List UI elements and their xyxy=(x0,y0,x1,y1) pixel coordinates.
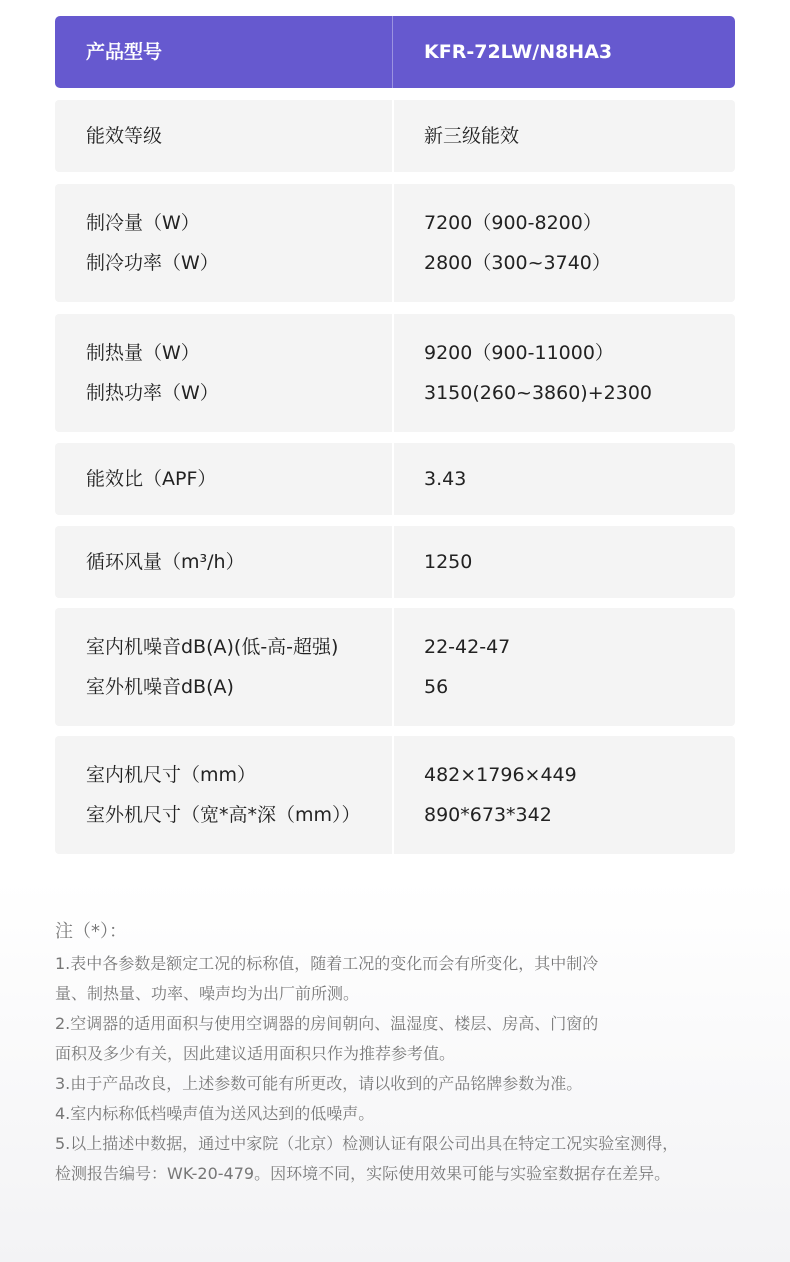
value-line: 1250 xyxy=(424,551,473,573)
column-divider xyxy=(392,443,394,515)
value-line: 新三级能效 xyxy=(424,125,520,147)
label-line: 能效比（APF） xyxy=(86,468,217,490)
row-value xyxy=(424,184,724,302)
table-row xyxy=(55,608,735,726)
column-divider xyxy=(392,736,394,854)
value-line: 9200（900-11000） xyxy=(424,342,614,364)
value-line: 3150(260~3860)+2300 xyxy=(424,382,652,404)
column-divider xyxy=(392,608,394,726)
value-line: 3.43 xyxy=(424,468,467,490)
header-value: KFR-72LW/N8HA3 xyxy=(424,41,613,63)
value-line: 56 xyxy=(424,676,449,698)
note-line: 面积及多少有关，因此建议适用面积只作为推荐参考值。 xyxy=(55,1044,456,1063)
note-line: 4.室内标称低档噪声值为送风达到的低噪声。 xyxy=(55,1104,375,1123)
table-row xyxy=(55,443,735,515)
value-line: 22-42-47 xyxy=(424,636,511,658)
note-line: 检测报告编号：WK-20-479。因环境不同，实际使用效果可能与实验室数据存在差异。 xyxy=(55,1164,671,1183)
note-line: 1.表中各参数是额定工况的标称值，随着工况的变化而会有所变化，其中制冷 xyxy=(55,954,599,973)
label-line: 制冷量（W） xyxy=(86,212,200,234)
label-line: 室内机噪音dB(A)(低-高-超强) xyxy=(86,636,339,658)
row-value xyxy=(424,314,724,432)
table-row xyxy=(55,736,735,854)
value-line: 890*673*342 xyxy=(424,804,552,826)
value-line: 482×1796×449 xyxy=(424,764,577,786)
row-label xyxy=(86,100,386,172)
table-row xyxy=(55,314,735,432)
column-divider xyxy=(392,100,394,172)
table-row xyxy=(55,100,735,172)
label-line: 室内机尺寸（mm） xyxy=(86,764,257,786)
label-line: 制热量（W） xyxy=(86,342,200,364)
row-value xyxy=(424,608,724,726)
row-value xyxy=(424,100,724,172)
row-label xyxy=(86,314,386,432)
note-line: 2.空调器的适用面积与使用空调器的房间朝向、温湿度、楼层、房高、门窗的 xyxy=(55,1014,599,1033)
value-line: 7200（900-8200） xyxy=(424,212,602,234)
notes-section xyxy=(55,917,755,1189)
row-label xyxy=(86,526,386,598)
label-line: 循环风量（m³/h） xyxy=(86,551,245,573)
note-line: 量、制热量、功率、噪声均为出厂前所测。 xyxy=(55,984,360,1003)
label-line: 室外机噪音dB(A) xyxy=(86,676,234,698)
table-header-row xyxy=(55,16,735,88)
row-label xyxy=(86,736,386,854)
note-line: 3.由于产品改良，上述参数可能有所更改，请以收到的产品铭牌参数为准。 xyxy=(55,1074,583,1093)
header-label: 产品型号 xyxy=(86,41,163,63)
row-value xyxy=(424,526,724,598)
value-line: 2800（300~3740） xyxy=(424,252,611,274)
column-divider xyxy=(392,184,394,302)
table-row xyxy=(55,526,735,598)
column-divider xyxy=(392,314,394,432)
column-divider xyxy=(392,16,393,88)
label-line: 能效等级 xyxy=(86,125,163,147)
label-line: 室外机尺寸（宽*高*深（mm）） xyxy=(86,804,361,826)
label-line: 制热功率（W） xyxy=(86,382,219,404)
row-value xyxy=(424,736,724,854)
column-divider xyxy=(392,526,394,598)
row-label xyxy=(86,443,386,515)
notes-title: 注（*）： xyxy=(55,921,127,942)
table-row xyxy=(55,184,735,302)
row-value xyxy=(424,443,724,515)
label-line: 制冷功率（W） xyxy=(86,252,219,274)
row-label xyxy=(86,608,386,726)
row-label xyxy=(86,184,386,302)
note-line: 5.以上描述中数据，通过中家院（北京）检测认证有限公司出具在特定工况实验室测得， xyxy=(55,1134,679,1153)
